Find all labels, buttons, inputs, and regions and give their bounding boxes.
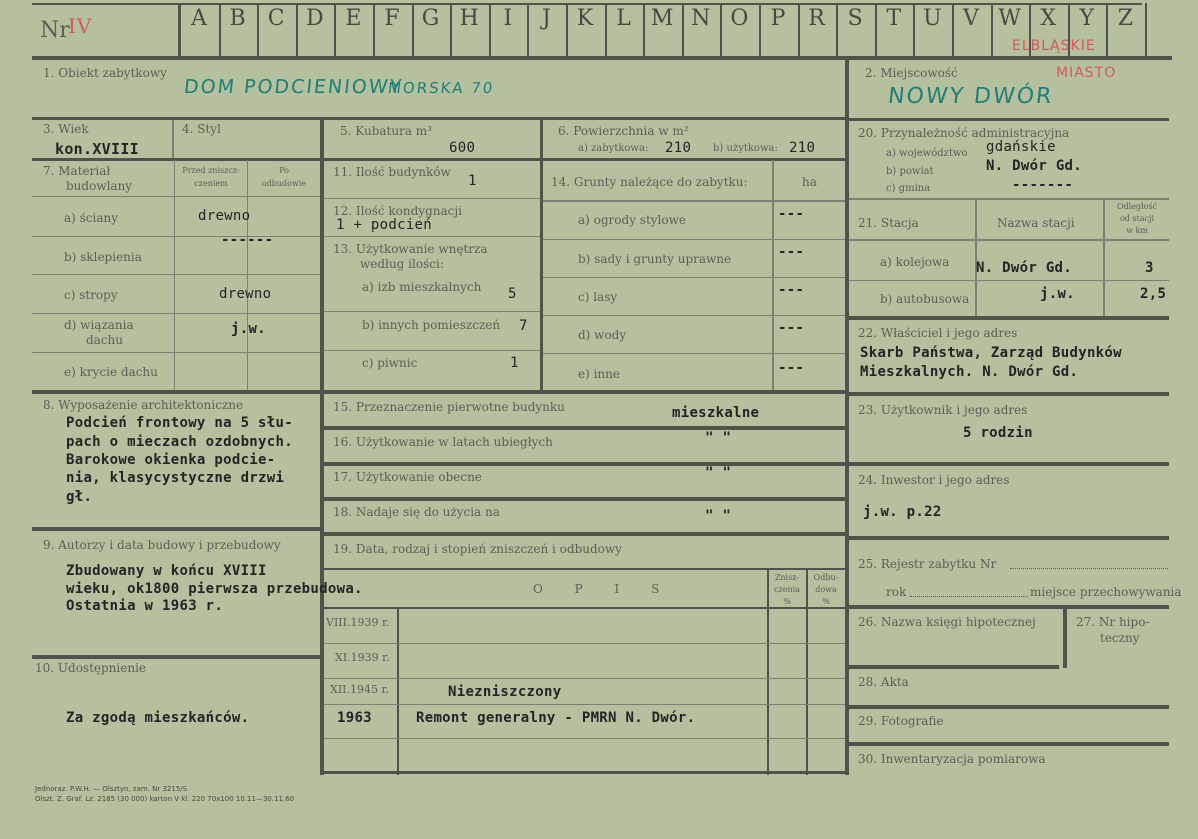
f7-row-b-label: b) sklepienia xyxy=(64,250,142,264)
f21-head-line xyxy=(849,239,1169,241)
f14-c-value: --- xyxy=(778,282,805,298)
f6-b-value: 210 xyxy=(789,140,816,156)
f12-line xyxy=(324,236,540,237)
f29-bottom xyxy=(849,742,1169,746)
f8-line-1: Podcień frontowy na 5 słu- xyxy=(66,415,293,431)
f14-left xyxy=(540,160,543,390)
f19-col-date xyxy=(397,608,399,775)
f2-label: 2. Miejscowość xyxy=(865,66,958,80)
f20-a-value: gdańskie xyxy=(986,139,1056,155)
f9-bottom xyxy=(32,655,320,659)
f2-value: NOWY DWÓR xyxy=(886,84,1055,109)
f21-b-dist: 2,5 xyxy=(1140,286,1167,302)
f21-label: 21. Stacja xyxy=(858,216,919,230)
f21-col2 xyxy=(1103,200,1105,316)
f24-bottom xyxy=(849,536,1169,540)
f7-col1-2: czeniem xyxy=(194,179,228,188)
f25-dotted-1 xyxy=(1010,568,1168,569)
f14-e-value: --- xyxy=(778,360,805,376)
f22-label: 22. Właściciel i jego adres xyxy=(858,326,1018,340)
f19-r2 xyxy=(324,678,845,679)
f29-label: 29. Fotografie xyxy=(858,714,944,728)
letter-cell-y: Y xyxy=(1079,6,1095,31)
f14-c-label: c) lasy xyxy=(578,290,618,304)
nr-label: Nr xyxy=(40,18,70,43)
f14-d-value: --- xyxy=(778,320,805,336)
f7-row-c-label: c) stropy xyxy=(64,288,118,302)
f21-b-name: j.w. xyxy=(1040,286,1075,302)
letter-cell-o: O xyxy=(730,6,749,31)
f19-r3 xyxy=(324,704,845,705)
f17-bottom xyxy=(324,497,845,501)
f4-label: 4. Styl xyxy=(182,122,221,136)
f7-col2-2: odbudowie xyxy=(261,179,307,188)
letter-cell-r: R xyxy=(808,6,825,31)
f22-line-1: Skarb Państwa, Zarząd Budynków xyxy=(860,345,1122,361)
f25-miejsce-label: miejsce przechowywania xyxy=(1030,585,1182,599)
f21-a-line xyxy=(849,280,1169,281)
f7-row-e xyxy=(32,352,320,353)
f21-col-name: Nazwa stacji xyxy=(997,216,1075,230)
f10-value: Za zgodą mieszkańców. xyxy=(66,710,250,726)
f14-a-line xyxy=(543,239,845,240)
f7-row-a xyxy=(32,196,320,197)
f23-value: 5 rodzin xyxy=(963,425,1033,441)
f13-a-line xyxy=(324,311,540,312)
f16-value: " " xyxy=(705,430,732,446)
f19-bottom xyxy=(324,771,845,774)
f25-dotted-2 xyxy=(910,596,1028,597)
f14-a-label: a) ogrody stylowe xyxy=(578,213,686,227)
f8-line-3: Barokowe okienka podcie- xyxy=(66,452,276,468)
f15-label: 15. Przeznaczenie pierwotne budynku xyxy=(333,400,565,414)
letter-cell-a: A xyxy=(191,6,207,31)
f7-row-b xyxy=(32,236,320,237)
f14-e-label: e) inne xyxy=(578,367,620,381)
letter-cell-n: N xyxy=(691,6,711,31)
f9-line-1: Zbudowany w końcu XVIII xyxy=(66,563,267,579)
f25-rok-label: rok xyxy=(886,585,907,599)
f6-label: 6. Powierzchnia w m² xyxy=(558,124,689,138)
f14-d-line xyxy=(543,353,845,354)
f21-a-name: N. Dwór Gd. xyxy=(976,260,1073,276)
letter-cell-j: J xyxy=(541,6,551,31)
f24-value: j.w. p.22 xyxy=(863,504,942,520)
f23-bottom xyxy=(849,462,1169,466)
letter-cell-p: P xyxy=(770,6,786,31)
letter-cell-b: B xyxy=(229,6,246,31)
f18-bottom xyxy=(324,532,845,536)
f19-col-o-2: dowa xyxy=(815,585,837,594)
f14-d-label: d) wody xyxy=(578,328,627,342)
f7-row-e-label: e) krycie dachu xyxy=(64,365,158,379)
f13-label-2: według ilości: xyxy=(360,257,444,271)
f19-row-2-date: XI.1939 r. xyxy=(335,651,390,664)
f13-a-value: 5 xyxy=(508,286,517,302)
f26-27-divider xyxy=(1063,608,1067,668)
letter-cell-e: E xyxy=(345,6,362,31)
f2-bottom xyxy=(849,118,1169,121)
f12-value: 1 + podcień xyxy=(336,217,433,233)
letter-cell-k: K xyxy=(576,6,594,31)
f9-line-3: Ostatnia w 1963 r. xyxy=(66,598,224,614)
f27-label-2: teczny xyxy=(1100,631,1140,645)
f7-label-2: budowlany xyxy=(66,179,133,193)
f6-a-label: a) zabytkowa: xyxy=(578,143,649,154)
letter-cell-w: W xyxy=(998,6,1021,31)
nr-value: IV xyxy=(68,14,93,38)
f19-col-o-1: Odbu- xyxy=(813,573,839,582)
f13-c-value: 1 xyxy=(510,355,519,371)
f12-label: 12. Ilość kondygnacji xyxy=(333,204,462,218)
footer-line-1: Jednoraz. P.W.H. — Olsztyn, zam. Nr 3215/S xyxy=(35,785,188,793)
f19-col-z-2: czenia xyxy=(774,585,800,594)
f17-value: " " xyxy=(705,465,732,481)
f21-a-label: a) kolejowa xyxy=(880,255,950,269)
f21-col-dist-3: w km xyxy=(1126,226,1148,235)
f25-bottom xyxy=(849,605,1169,609)
f7-row-c-value: drewno xyxy=(219,286,272,302)
f3-value: kon.XVIII xyxy=(55,140,139,158)
f21-a-dist: 3 xyxy=(1145,260,1154,276)
f7-row-a-label: a) ściany xyxy=(64,211,119,225)
f14-b-line xyxy=(543,277,845,278)
f16-label: 16. Użytkowanie w latach ubiegłych xyxy=(333,435,553,449)
col-divider-main xyxy=(320,118,324,775)
letter-cell-s: S xyxy=(847,6,863,31)
f20-b-value: N. Dwór Gd. xyxy=(986,158,1083,174)
f18-value: " " xyxy=(705,508,732,524)
row-line-2 xyxy=(32,158,845,161)
f7-label-1: 7. Materiał xyxy=(43,164,111,178)
f7-row-d xyxy=(32,313,320,314)
letter-cell-m: M xyxy=(650,6,674,31)
letter-cell-h: H xyxy=(459,6,479,31)
f26-bottom xyxy=(849,665,1059,669)
letter-cell-v: V xyxy=(963,6,979,31)
f1-label: 1. Obiekt zabytkowy xyxy=(43,66,167,80)
f21-col-dist-2: od stacji xyxy=(1119,214,1155,223)
letter-cell-z: Z xyxy=(1117,6,1134,31)
row-line-3 xyxy=(32,390,845,394)
f20-c-label: c) gmina xyxy=(886,183,931,194)
f6-a-value: 210 xyxy=(665,140,692,156)
f22-line-2: Mieszkalnych. N. Dwór Gd. xyxy=(860,364,1079,380)
f7-row-d-label-1: d) wiązania xyxy=(64,318,134,332)
f3-label: 3. Wiek xyxy=(43,122,89,136)
f8-line-2: pach o mieczach ozdobnych. xyxy=(66,434,293,450)
f1-value: DOM PODCIENIOWY xyxy=(182,76,405,98)
f19-row-4-date: 1963 xyxy=(337,710,372,726)
letter-cell-x: X xyxy=(1040,6,1057,31)
f19-r1 xyxy=(324,643,845,644)
f20-a-label: a) województwo xyxy=(886,148,968,159)
letter-cell-d: D xyxy=(305,6,324,31)
f14-col xyxy=(772,160,774,390)
f8-line-5: gł. xyxy=(66,489,93,505)
f7-col1-1: Przed zniszcz- xyxy=(182,166,240,175)
f19-label: 19. Data, rodzaj i stopień zniszczeń i odbudowy xyxy=(333,542,622,556)
letter-cell-l: L xyxy=(616,6,631,31)
f7-row-d-value: j.w. xyxy=(231,321,266,337)
f11-label: 11. Ilość budynków xyxy=(333,165,451,179)
stamp-line-1: ELBLĄSKIE xyxy=(1012,38,1096,54)
f11-line xyxy=(324,198,540,199)
f19-row-3-date: XII.1945 r. xyxy=(330,683,390,696)
f21-col1 xyxy=(975,200,977,316)
f19-row-3-opis: Niezniszczony xyxy=(448,684,562,700)
f20-b-label: b) powiat xyxy=(886,166,934,177)
letter-divider xyxy=(1145,3,1147,57)
stamp-line-2: MIASTO xyxy=(1056,65,1117,81)
f11-value: 1 xyxy=(468,173,477,189)
f14-head-line xyxy=(543,200,845,202)
f5-value: 600 xyxy=(449,140,476,156)
row-line-1 xyxy=(32,117,845,120)
f25-label: 25. Rejestr zabytku Nr xyxy=(858,557,997,571)
f22-bottom xyxy=(849,392,1169,396)
f7-row-d-label-2: dachu xyxy=(86,333,124,347)
f20-c-value: ------- xyxy=(1012,177,1074,193)
letter-cell-i: I xyxy=(503,6,513,31)
f14-c-line xyxy=(543,315,845,316)
f7-col2 xyxy=(247,160,248,390)
f28-bottom xyxy=(849,705,1169,709)
f13-label-1: 13. Użytkowanie wnętrza xyxy=(333,242,488,256)
f14-unit: ha xyxy=(802,175,817,189)
letter-cell-c: C xyxy=(267,6,285,31)
f21-bottom xyxy=(849,316,1169,320)
col-divider-5-6 xyxy=(540,118,543,160)
f8-line-4: nia, klasycystyczne drzwi xyxy=(66,470,285,486)
header-bottom-border xyxy=(32,56,1172,60)
f23-label: 23. Użytkownik i jego adres xyxy=(858,403,1028,417)
f28-label: 28. Akta xyxy=(858,675,909,689)
f14-label: 14. Grunty należące do zabytku: xyxy=(551,175,748,189)
header-top-border xyxy=(32,3,1142,5)
f30-label: 30. Inwentaryzacja pomiarowa xyxy=(858,752,1046,766)
f8-label: 8. Wyposażenie architektoniczne xyxy=(43,398,244,412)
f24-label: 24. Inwestor i jego adres xyxy=(858,473,1010,487)
f7-col2-1: Po xyxy=(279,166,289,175)
letter-cell-u: U xyxy=(923,6,942,31)
letter-cell-f: F xyxy=(384,6,400,31)
f7-row-a-value: drewno xyxy=(198,208,251,224)
f19-col-opis: O P I S xyxy=(533,582,674,596)
f20-label: 20. Przynależność administracyjna xyxy=(858,126,1070,140)
footer-line-2: Olszt. Z. Graf. Lz. 2185 (30 000) karton V kl. 220 70x100 10.11—30.11.60 xyxy=(35,795,295,803)
f5-label: 5. Kubatura m³ xyxy=(340,124,432,138)
f13-a-label: a) izb mieszkalnych xyxy=(362,280,482,294)
f8-bottom xyxy=(32,527,320,531)
f20-bottom xyxy=(849,198,1169,200)
f19-col-z-3: % xyxy=(783,597,791,606)
f19-row-4-opis: Remont generalny - PMRN N. Dwór. xyxy=(416,710,696,726)
f27-label-1: 27. Nr hipo- xyxy=(1076,615,1150,629)
letter-cell-g: G xyxy=(421,6,440,31)
f9-label: 9. Autorzy i data budowy i przebudowy xyxy=(43,538,281,552)
f1-value-street: MORSKA 70 xyxy=(387,79,496,97)
letter-cell-t: T xyxy=(886,6,902,31)
f26-label: 26. Nazwa księgi hipotecznej xyxy=(858,615,1036,629)
f19-col-z-1: Znisz- xyxy=(774,573,800,582)
f19-col-o-3: % xyxy=(822,597,830,606)
f7-row-c xyxy=(32,274,320,275)
f14-b-label: b) sady i grunty uprawne xyxy=(578,252,732,266)
f6-b-label: b) użytkowa: xyxy=(713,143,778,154)
f19-r4 xyxy=(324,738,845,739)
f19-row-1-date: VIII.1939 r. xyxy=(326,616,390,629)
f21-col-dist-1: Odległość xyxy=(1116,202,1158,211)
f10-label: 10. Udostępnienie xyxy=(35,661,147,675)
f13-c-label: c) piwnic xyxy=(362,356,418,370)
f15-bottom xyxy=(324,426,845,430)
f9-line-2: wieku, ok1800 pierwsza przebudowa. xyxy=(66,581,363,597)
col-divider-4-5 xyxy=(172,118,174,158)
f14-b-value: --- xyxy=(778,244,805,260)
f7-row-b-value: ------ xyxy=(221,232,274,248)
f13-b-label: b) innych pomieszczeń xyxy=(362,318,501,332)
f13-b-value: 7 xyxy=(519,318,528,334)
f13-b-line xyxy=(324,350,540,351)
f7-col1 xyxy=(174,160,175,390)
f15-value: mieszkalne xyxy=(672,405,760,421)
f16-bottom xyxy=(324,462,845,466)
f21-b-label: b) autobusowa xyxy=(880,292,970,306)
f14-a-value: --- xyxy=(778,206,805,222)
f18-label: 18. Nadaje się do użycia na xyxy=(333,505,500,519)
f17-label: 17. Użytkowanie obecne xyxy=(333,470,482,484)
